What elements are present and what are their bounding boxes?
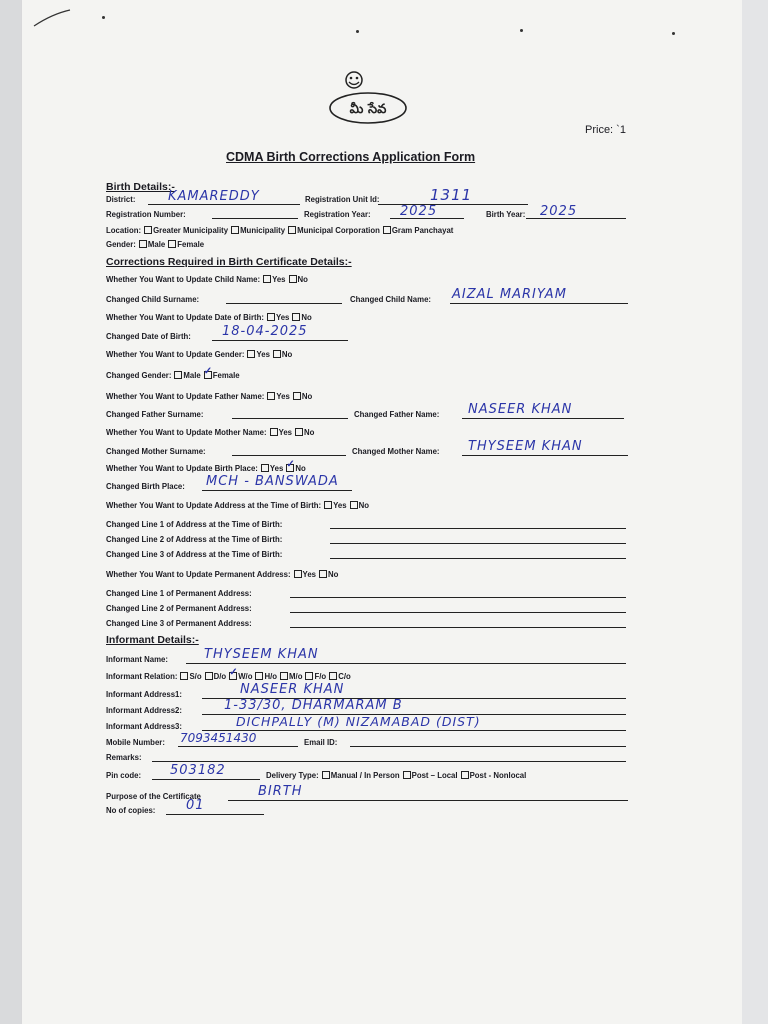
gender-male-checkbox[interactable] bbox=[139, 240, 147, 248]
informant-address2-label: Informant Address2: bbox=[106, 706, 182, 715]
yes-checkbox[interactable] bbox=[247, 350, 255, 358]
relation-checkbox[interactable] bbox=[205, 672, 213, 680]
speck bbox=[102, 16, 105, 19]
yes-checkbox[interactable] bbox=[270, 428, 278, 436]
update-gender-row: Whether You Want to Update Gender: Yes No bbox=[106, 350, 293, 359]
remarks-label: Remarks: bbox=[106, 753, 142, 762]
changed-father-name-label: Changed Father Name: bbox=[354, 410, 440, 419]
update-father-row: Whether You Want to Update Father Name: Yes No bbox=[106, 392, 313, 401]
reg-unit-label: Registration Unit Id: bbox=[305, 195, 380, 204]
changed-child-name-label: Changed Child Name: bbox=[350, 295, 432, 304]
perm-line2-label: Changed Line 2 of Permanent Address: bbox=[106, 604, 252, 613]
purpose-line bbox=[228, 800, 628, 801]
email-label: Email ID: bbox=[304, 738, 338, 747]
relation-checkbox[interactable] bbox=[305, 672, 313, 680]
birth-year-value[interactable]: 2025 bbox=[540, 204, 578, 219]
purpose-label: Purpose of the Certificate bbox=[106, 792, 201, 801]
father-surname-line bbox=[232, 418, 348, 419]
female-checkbox-checked[interactable] bbox=[204, 371, 212, 379]
update-birth-place-row: Whether You Want to Update Birth Place: Yes✓ No bbox=[106, 464, 306, 473]
reg-unit-value[interactable]: 1311 bbox=[430, 186, 473, 204]
changed-father-name-value[interactable]: NASEER KHAN bbox=[468, 402, 573, 417]
mobile-label: Mobile Number: bbox=[106, 738, 165, 747]
pin-value[interactable]: 503182 bbox=[170, 763, 226, 778]
yes-checkbox[interactable] bbox=[267, 313, 275, 321]
informant-name-label: Informant Name: bbox=[106, 655, 168, 664]
pin-label: Pin code: bbox=[106, 771, 142, 780]
update-mother-row: Whether You Want to Update Mother Name: Yes No bbox=[106, 428, 315, 437]
purpose-value[interactable]: BIRTH bbox=[258, 784, 303, 799]
relation-checkbox[interactable] bbox=[280, 672, 288, 680]
perm-line1[interactable] bbox=[290, 597, 626, 598]
delivery-checkbox[interactable] bbox=[461, 771, 469, 779]
changed-mother-name-value[interactable]: THYSEEM KHAN bbox=[468, 439, 583, 454]
reg-number-label: Registration Number: bbox=[106, 210, 186, 219]
yes-checkbox[interactable] bbox=[263, 275, 271, 283]
perm-line2[interactable] bbox=[290, 612, 626, 613]
gender-label: Gender: bbox=[106, 240, 136, 249]
addr-birth-line2[interactable] bbox=[330, 543, 626, 544]
section-corrections: Corrections Required in Birth Certificate Details:- bbox=[106, 256, 352, 268]
pen-mark bbox=[32, 8, 72, 28]
yes-checkbox[interactable] bbox=[261, 464, 269, 472]
delivery-type-row: Delivery Type: Manual / In Person Post – Local Post - Nonlocal bbox=[266, 771, 527, 780]
gender-female-checkbox[interactable] bbox=[168, 240, 176, 248]
logo-text: మీ సేవ bbox=[349, 102, 387, 117]
district-line bbox=[148, 204, 300, 205]
no-checkbox[interactable] bbox=[289, 275, 297, 283]
pin-line bbox=[152, 779, 260, 780]
no-checkbox[interactable] bbox=[293, 392, 301, 400]
no-checkbox[interactable] bbox=[350, 501, 358, 509]
update-address-birth-row: Whether You Want to Update Address at the Time of Birth: Yes No bbox=[106, 501, 370, 510]
form-title: CDMA Birth Corrections Application Form bbox=[226, 150, 476, 164]
informant-address3-value[interactable]: DICHPALLY (M) NIZAMABAD (DIST) bbox=[236, 714, 481, 729]
location-row: Location: Greater Municipality Municipality Municipal Corporation Gram Panchayat bbox=[106, 226, 454, 235]
remarks-line[interactable] bbox=[152, 761, 626, 762]
relation-checkbox[interactable] bbox=[180, 672, 188, 680]
perm-line1-label: Changed Line 1 of Permanent Address: bbox=[106, 589, 252, 598]
speck bbox=[520, 29, 523, 32]
reg-number-line bbox=[212, 218, 298, 219]
birth-year-label: Birth Year: bbox=[486, 210, 526, 219]
perm-line3[interactable] bbox=[290, 627, 626, 628]
informant-address2-value[interactable]: 1-33/30, DHARMARAM B bbox=[224, 698, 403, 713]
perm-line3-label: Changed Line 3 of Permanent Address: bbox=[106, 619, 252, 628]
informant-name-value[interactable]: THYSEEM KHAN bbox=[204, 647, 319, 662]
changed-birth-place-label: Changed Birth Place: bbox=[106, 482, 185, 491]
section-informant: Informant Details:- bbox=[106, 634, 199, 646]
yes-checkbox[interactable] bbox=[267, 392, 275, 400]
location-checkbox[interactable] bbox=[144, 226, 152, 234]
informant-relation-row: Informant Relation: S/o D/o✓ W/o H/o M/o F/o C/o bbox=[106, 672, 351, 681]
addr-birth-line3[interactable] bbox=[330, 558, 626, 559]
relation-checkbox[interactable] bbox=[329, 672, 337, 680]
addr-birth-line2-label: Changed Line 2 of Address at the Time of Birth: bbox=[106, 535, 283, 544]
gender-row: Gender: Male Female bbox=[106, 240, 205, 249]
informant-address1-label: Informant Address1: bbox=[106, 690, 182, 699]
address3-line bbox=[202, 730, 626, 731]
scanner-edge bbox=[742, 0, 768, 1024]
no-checkbox[interactable] bbox=[292, 313, 300, 321]
dob-line bbox=[212, 340, 348, 341]
child-surname-line bbox=[226, 303, 342, 304]
child-name-line bbox=[450, 303, 628, 304]
location-checkbox[interactable] bbox=[383, 226, 391, 234]
delivery-checkbox[interactable] bbox=[322, 771, 330, 779]
birth-place-line bbox=[202, 490, 352, 491]
male-checkbox[interactable] bbox=[174, 371, 182, 379]
mother-surname-line bbox=[232, 455, 346, 456]
no-checkbox[interactable] bbox=[295, 428, 303, 436]
speck bbox=[672, 32, 675, 35]
mobile-line bbox=[178, 746, 298, 747]
no-checkbox-checked[interactable] bbox=[286, 464, 294, 472]
district-value[interactable]: KAMAREDDY bbox=[168, 189, 260, 204]
changed-mother-name-label: Changed Mother Name: bbox=[352, 447, 440, 456]
update-dob-row: Whether You Want to Update Date of Birth: Yes No bbox=[106, 313, 312, 322]
relation-checkbox-checked[interactable] bbox=[229, 672, 237, 680]
yes-checkbox[interactable] bbox=[324, 501, 332, 509]
reg-year-value[interactable]: 2025 bbox=[400, 204, 438, 219]
informant-address3-label: Informant Address3: bbox=[106, 722, 182, 731]
section-birth-details: Birth Details:- bbox=[106, 181, 175, 193]
addr-birth-line3-label: Changed Line 3 of Address at the Time of Birth: bbox=[106, 550, 283, 559]
district-label: District: bbox=[106, 195, 136, 204]
changed-dob-label: Changed Date of Birth: bbox=[106, 332, 191, 341]
email-line[interactable] bbox=[350, 746, 626, 747]
delivery-checkbox[interactable] bbox=[403, 771, 411, 779]
changed-birth-place-value[interactable]: MCH - BANSWADA bbox=[206, 474, 339, 489]
update-perm-address-row: Whether You Want to Update Permanent Address: Yes No bbox=[106, 570, 339, 579]
relation-checkbox[interactable] bbox=[255, 672, 263, 680]
mobile-value[interactable]: 7093451430 bbox=[180, 731, 257, 745]
yes-checkbox[interactable] bbox=[294, 570, 302, 578]
no-checkbox[interactable] bbox=[319, 570, 327, 578]
location-checkbox[interactable] bbox=[288, 226, 296, 234]
price-label: Price: `1 bbox=[585, 124, 626, 136]
father-name-line bbox=[462, 418, 624, 419]
changed-child-name-value[interactable]: AIZAL MARIYAM bbox=[452, 287, 567, 302]
update-child-name-row: Whether You Want to Update Child Name: Yes No bbox=[106, 275, 308, 284]
copies-line bbox=[166, 814, 264, 815]
addr-birth-line1-label: Changed Line 1 of Address at the Time of Birth: bbox=[106, 520, 283, 529]
changed-gender-row: Changed Gender: Male✓ Female bbox=[106, 371, 240, 380]
addr-birth-line1[interactable] bbox=[330, 528, 626, 529]
changed-father-surname-label: Changed Father Surname: bbox=[106, 410, 204, 419]
mother-name-line bbox=[462, 455, 628, 456]
changed-mother-surname-label: Changed Mother Surname: bbox=[106, 447, 206, 456]
copies-value[interactable]: 01 bbox=[186, 798, 205, 813]
location-checkbox[interactable] bbox=[231, 226, 239, 234]
reg-year-label: Registration Year: bbox=[304, 210, 371, 219]
location-label: Location: bbox=[106, 226, 142, 235]
informant-address1-value[interactable]: NASEER KHAN bbox=[240, 682, 345, 697]
changed-dob-value[interactable]: 18-04-2025 bbox=[222, 324, 308, 339]
changed-child-surname-label: Changed Child Surname: bbox=[106, 295, 200, 304]
meeseva-logo bbox=[326, 70, 410, 128]
copies-label: No of copies: bbox=[106, 806, 156, 815]
speck bbox=[356, 30, 359, 33]
no-checkbox[interactable] bbox=[273, 350, 281, 358]
informant-name-line bbox=[186, 663, 626, 664]
